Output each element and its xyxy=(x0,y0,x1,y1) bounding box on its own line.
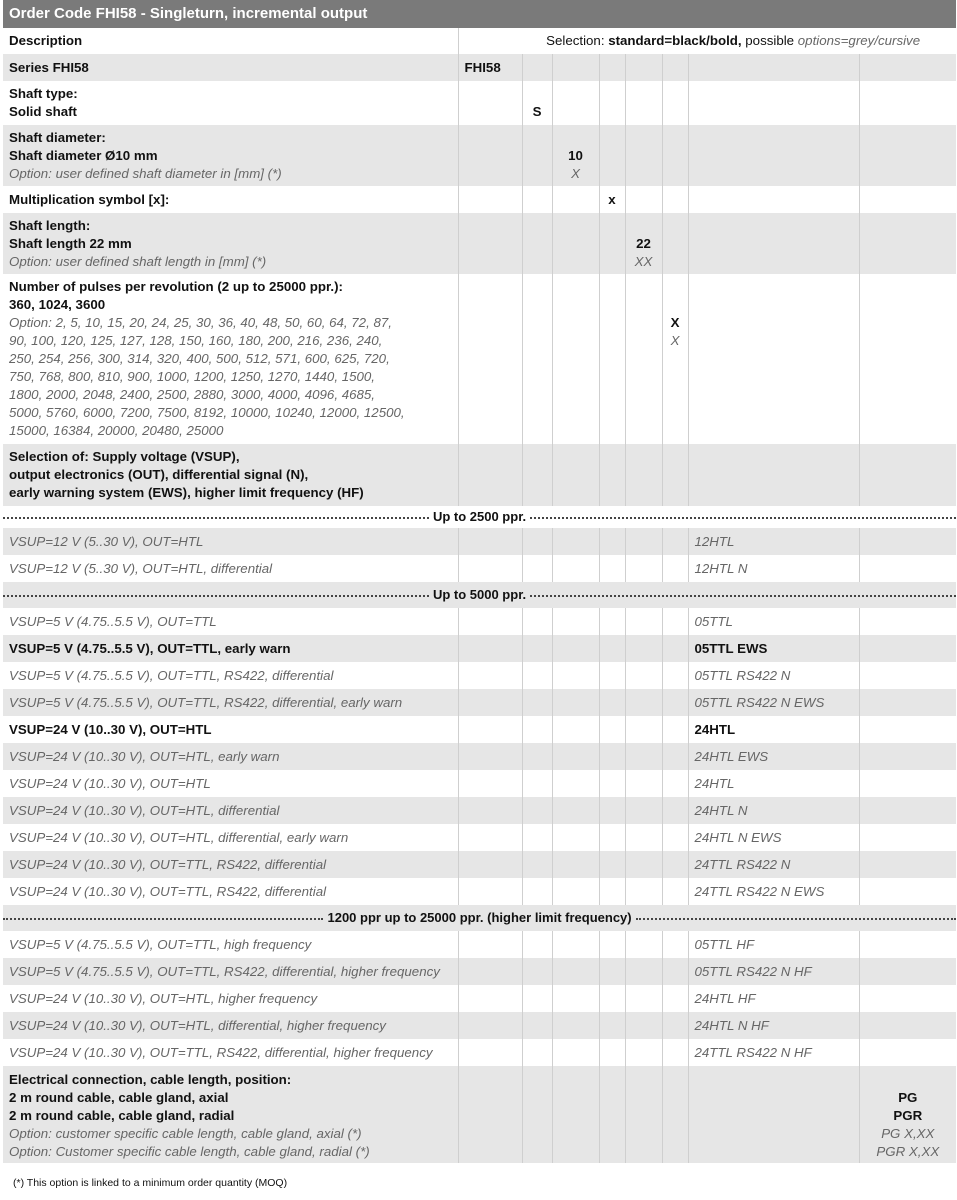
dotted-divider xyxy=(3,517,429,519)
shaft-diameter-row xyxy=(3,125,956,186)
selection-heading-line: output electronics (OUT), differential signal (N), xyxy=(9,467,309,482)
selection-desc: VSUP=24 V (10..30 V), OUT=HTL, differential xyxy=(3,797,458,824)
selection-code: 05TTL xyxy=(688,608,859,635)
electrical-desc xyxy=(3,1066,458,1163)
selection-code: 05TTL RS422 N HF xyxy=(688,958,859,985)
selection-desc: VSUP=24 V (10..30 V), OUT=HTL, differential, higher frequency xyxy=(3,1012,458,1039)
shaft-length-opt: Option: user defined shaft length in [mm] (*) xyxy=(9,254,267,269)
shaft-diameter-heading: Shaft diameter: xyxy=(9,130,106,145)
mult-row xyxy=(3,186,956,213)
shaft-type-row xyxy=(3,81,956,125)
separator-label: Up to 2500 ppr. xyxy=(432,509,527,524)
pulses-opt-code: X xyxy=(670,333,680,348)
dotted-divider xyxy=(530,595,956,597)
electrical-opt-code-radial: PGR X,XX xyxy=(876,1144,940,1159)
pulses-opt-line: 90, 100, 120, 125, 127, 128, 150, 160, 180, 200, 216, 236, 240, xyxy=(9,333,383,348)
selection-desc: VSUP=24 V (10..30 V), OUT=HTL xyxy=(3,770,458,797)
selection-desc: VSUP=24 V (10..30 V), OUT=HTL, higher frequency xyxy=(3,985,458,1012)
selection-desc: VSUP=24 V (10..30 V), OUT=HTL, differential, early warn xyxy=(3,824,458,851)
selection-row xyxy=(3,1012,956,1039)
selection-desc: VSUP=24 V (10..30 V), OUT=TTL, RS422, differential xyxy=(3,878,458,905)
selection-row xyxy=(3,878,956,905)
separator-row xyxy=(3,506,956,528)
selection-desc: VSUP=5 V (4.75..5.5 V), OUT=TTL, RS422, differential, early warn xyxy=(3,689,458,716)
selection-row xyxy=(3,635,956,662)
separator-row xyxy=(3,582,956,608)
selection-row xyxy=(3,528,956,555)
selection-row xyxy=(3,555,956,582)
pulses-codes xyxy=(662,274,688,444)
selection-desc: VSUP=5 V (4.75..5.5 V), OUT=TTL, early warn xyxy=(3,635,458,662)
shaft-length-codes xyxy=(625,213,662,274)
series-code: FHI58 xyxy=(458,54,522,81)
dotted-divider xyxy=(636,918,956,920)
selection-desc: VSUP=24 V (10..30 V), OUT=TTL, RS422, differential, higher frequency xyxy=(3,1039,458,1066)
pulses-opt-line: 1800, 2000, 2048, 2400, 2500, 2880, 3000, 4000, 4096, 4685, xyxy=(9,387,375,402)
selection-code: 24HTL xyxy=(688,716,859,743)
shaft-diameter-opt: Option: user defined shaft diameter in [mm] (*) xyxy=(9,166,282,181)
selection-code: 12HTL N xyxy=(688,555,859,582)
selection-code: 24HTL HF xyxy=(688,985,859,1012)
electrical-std-radial: 2 m round cable, cable gland, radial xyxy=(9,1108,235,1123)
selection-heading-row xyxy=(3,444,956,506)
electrical-code-radial: PGR xyxy=(893,1108,923,1123)
selection-row xyxy=(3,851,956,878)
description-header: Description xyxy=(3,28,458,54)
order-code-table xyxy=(3,28,956,1163)
selection-row xyxy=(3,797,956,824)
pulses-options xyxy=(9,314,452,440)
legend-prefix: Selection: xyxy=(546,33,609,48)
selection-code: 24HTL xyxy=(688,770,859,797)
footnote: (*) This option is linked to a minimum order quantity (MOQ) xyxy=(13,1177,288,1189)
electrical-opt-code-axial: PG X,XX xyxy=(881,1126,935,1141)
shaft-length-code: 22 xyxy=(636,236,651,251)
shaft-diameter-codes xyxy=(552,125,599,186)
pulses-opt-line: 250, 254, 256, 300, 314, 320, 400, 500, 512, 571, 600, 625, 720, xyxy=(9,351,390,366)
selection-desc: VSUP=12 V (5..30 V), OUT=HTL, differential xyxy=(3,555,458,582)
shaft-type-std: Solid shaft xyxy=(9,104,77,119)
selection-heading xyxy=(3,444,458,506)
electrical-row xyxy=(3,1066,956,1163)
selection-desc: VSUP=5 V (4.75..5.5 V), OUT=TTL xyxy=(3,608,458,635)
selection-row xyxy=(3,662,956,689)
selection-code: 05TTL EWS xyxy=(688,635,859,662)
selection-code: 24TTL RS422 N HF xyxy=(688,1039,859,1066)
selection-desc: VSUP=5 V (4.75..5.5 V), OUT=TTL, RS422, differential xyxy=(3,662,458,689)
selection-code: 24HTL N HF xyxy=(688,1012,859,1039)
dotted-divider xyxy=(530,517,956,519)
selection-code: 05TTL RS422 N EWS xyxy=(688,689,859,716)
selection-desc: VSUP=24 V (10..30 V), OUT=HTL, early warn xyxy=(3,743,458,770)
selection-row xyxy=(3,824,956,851)
shaft-diameter-opt-code: X xyxy=(571,166,580,181)
selection-heading-line: early warning system (EWS), higher limit frequency (HF) xyxy=(9,485,364,500)
selection-code: 24TTL RS422 N EWS xyxy=(688,878,859,905)
mult-code: x xyxy=(599,186,625,213)
legend-options: options=grey/cursive xyxy=(797,33,921,48)
separator-row xyxy=(3,905,956,931)
sheet-title: Order Code FHI58 - Singleturn, incremental output xyxy=(3,0,956,28)
selection-code: 24HTL EWS xyxy=(688,743,859,770)
pulses-code: X xyxy=(670,315,680,330)
electrical-opt-axial: Option: customer specific cable length, cable gland, axial (*) xyxy=(9,1126,362,1141)
electrical-opt-radial: Option: Customer specific cable length, cable gland, radial (*) xyxy=(9,1144,370,1159)
selection-desc: VSUP=24 V (10..30 V), OUT=HTL xyxy=(3,716,458,743)
selection-legend xyxy=(458,28,956,54)
electrical-heading: Electrical connection, cable length, position: xyxy=(9,1072,292,1087)
selection-desc: VSUP=5 V (4.75..5.5 V), OUT=TTL, RS422, differential, higher frequency xyxy=(3,958,458,985)
selection-row xyxy=(3,1039,956,1066)
series-label: Series FHI58 xyxy=(3,54,458,81)
shaft-type-desc xyxy=(3,81,458,125)
selection-desc: VSUP=12 V (5..30 V), OUT=HTL xyxy=(3,528,458,555)
selection-desc: VSUP=24 V (10..30 V), OUT=TTL, RS422, differential xyxy=(3,851,458,878)
series-row xyxy=(3,54,956,81)
selection-desc: VSUP=5 V (4.75..5.5 V), OUT=TTL, high frequency xyxy=(3,931,458,958)
pulses-opt-line: 750, 768, 800, 810, 900, 1000, 1200, 1250, 1270, 1440, 1500, xyxy=(9,369,375,384)
separator-label: 1200 ppr up to 25000 ppr. (higher limit frequency) xyxy=(327,910,632,925)
shaft-length-opt-code: XX xyxy=(634,254,653,269)
mult-label: Multiplication symbol [x]: xyxy=(3,186,458,213)
pulses-std: 360, 1024, 3600 xyxy=(9,297,106,312)
selection-code: 24HTL N xyxy=(688,797,859,824)
selection-row xyxy=(3,608,956,635)
pulses-opt-line: 15000, 16384, 20000, 20480, 25000 xyxy=(9,423,224,438)
shaft-type-code: S xyxy=(522,81,552,125)
pulses-row xyxy=(3,274,956,444)
selection-row xyxy=(3,716,956,743)
selection-row xyxy=(3,985,956,1012)
pulses-heading: Number of pulses per revolution (2 up to 25000 ppr.): xyxy=(9,279,343,294)
selection-row xyxy=(3,931,956,958)
selection-code: 05TTL HF xyxy=(688,931,859,958)
shaft-diameter-code: 10 xyxy=(568,148,583,163)
separator-label: Up to 5000 ppr. xyxy=(432,587,527,602)
shaft-length-heading: Shaft length: xyxy=(9,218,91,233)
pulses-opt-line: Option: 2, 5, 10, 15, 20, 24, 25, 30, 36, 40, 48, 50, 60, 64, 72, 87, xyxy=(9,315,392,330)
shaft-length-row xyxy=(3,213,956,274)
shaft-diameter-std: Shaft diameter Ø10 mm xyxy=(9,148,158,163)
pulses-desc xyxy=(3,274,458,444)
selection-heading-line: Selection of: Supply voltage (VSUP), xyxy=(9,449,240,464)
pulses-opt-line: 5000, 5760, 6000, 7200, 7500, 8192, 10000, 10240, 12000, 12500, xyxy=(9,405,405,420)
shaft-length-desc xyxy=(3,213,458,274)
order-code-sheet xyxy=(3,0,956,1189)
shaft-type-heading: Shaft type: xyxy=(9,86,78,101)
electrical-codes xyxy=(859,1066,956,1163)
dotted-divider xyxy=(3,595,429,597)
dotted-divider xyxy=(3,918,323,920)
shaft-length-std: Shaft length 22 mm xyxy=(9,236,132,251)
selection-code: 24HTL N EWS xyxy=(688,824,859,851)
selection-row xyxy=(3,770,956,797)
header-row xyxy=(3,28,956,54)
selection-row xyxy=(3,743,956,770)
legend-middle: possible xyxy=(741,33,798,48)
selection-code: 05TTL RS422 N xyxy=(688,662,859,689)
legend-standard: standard=black/bold, xyxy=(608,33,742,48)
selection-row xyxy=(3,958,956,985)
selection-row xyxy=(3,689,956,716)
electrical-std-axial: 2 m round cable, cable gland, axial xyxy=(9,1090,229,1105)
selection-code: 12HTL xyxy=(688,528,859,555)
selection-code: 24TTL RS422 N xyxy=(688,851,859,878)
shaft-diameter-desc xyxy=(3,125,458,186)
electrical-code-axial: PG xyxy=(898,1090,918,1105)
